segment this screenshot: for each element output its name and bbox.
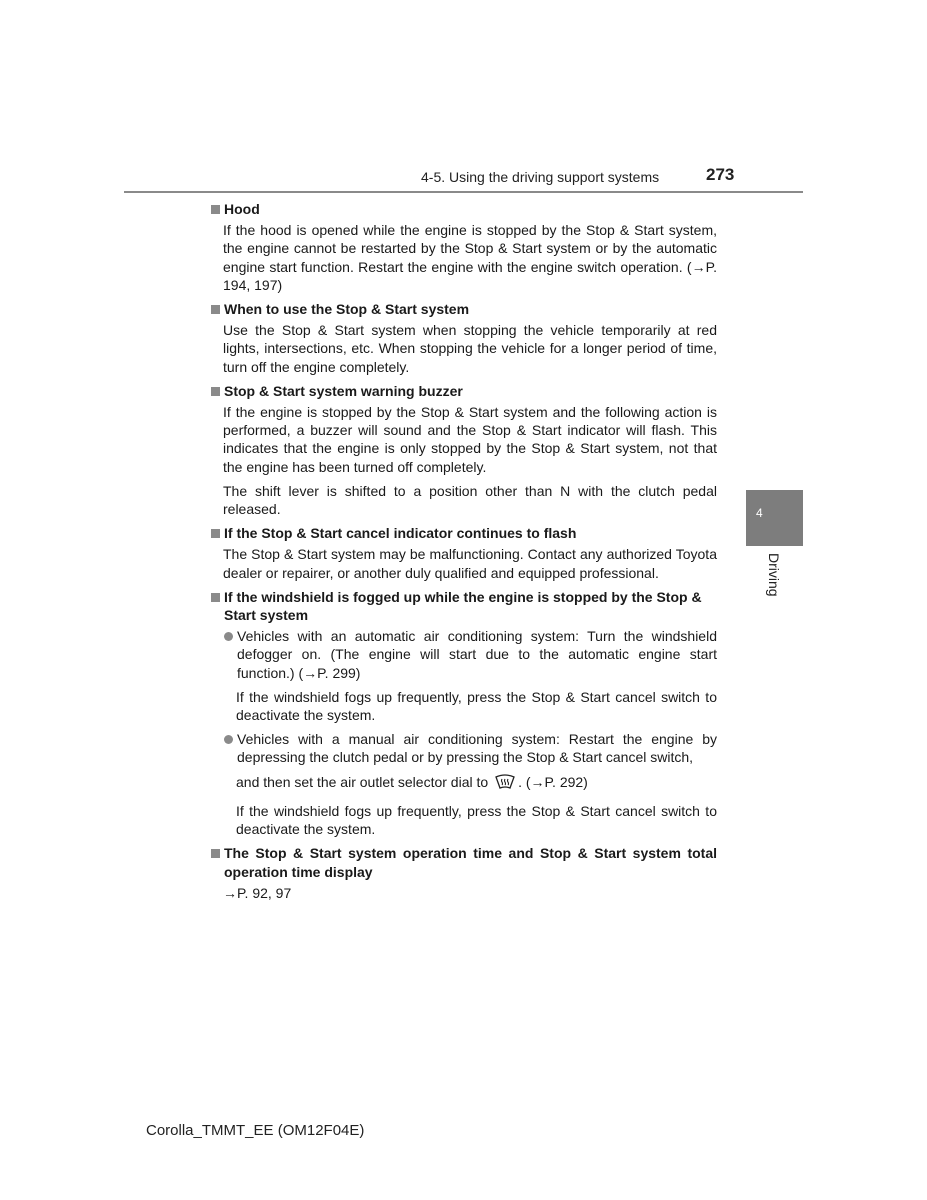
bullet-text: Vehicles with an automatic air conditioning system: Turn the windshield defogger on. (The engine will start due to the automatic engine start function.) (→P. 299) — [237, 628, 717, 681]
section-windshield-fogged — [210, 588, 717, 838]
paragraph: The Stop & Start system may be malfunctioning. Contact any authorized Toyota dealer or repairer, or another duly qualified and equipped professional. — [223, 546, 717, 581]
header-section-title: 4-5. Using the driving support systems — [421, 169, 660, 185]
square-bullet-icon — [211, 205, 220, 214]
section-title: Hood — [224, 201, 260, 217]
section-hood — [210, 200, 717, 294]
section-when-to-use — [210, 300, 717, 376]
page-reference: →P. 92, 97 — [223, 884, 292, 901]
paragraph: If the engine is stopped by the Stop & Start system and the following action is performed, a buzzer will sound and the Stop & Start indicator will flash. This indicates that the engine is only stopped by the Stop & Start system, not that the engine has been turned off completely. — [223, 404, 717, 475]
page-reference: . (→P. 292) — [518, 773, 588, 790]
paragraph — [236, 773, 717, 794]
section-warning-buzzer — [210, 382, 717, 518]
paragraph: If the hood is opened while the engine is stopped by the Stop & Start system, the engine cannot be restarted by the Stop & Start system or by the automatic engine start function. Restart the engine with the engine switch operation. (→P. 194, 197) — [223, 222, 717, 293]
square-bullet-icon — [211, 305, 220, 314]
footer-document-id: Corolla_TMMT_EE (OM12F04E) — [146, 1122, 365, 1139]
square-bullet-icon — [211, 387, 220, 396]
section-title: When to use the Stop & Start system — [224, 301, 470, 318]
square-bullet-icon — [211, 849, 220, 858]
content — [210, 200, 717, 908]
paragraph: Use the Stop & Start system when stopping the vehicle temporarily at red lights, intersections, etc. When stopping the vehicle for a longer period of time, turn off the engine completely. — [223, 322, 717, 375]
chapter-tab — [746, 490, 803, 546]
paragraph: The shift lever is shifted to a position other than N with the clutch pedal released. — [223, 482, 717, 518]
square-bullet-icon — [211, 529, 220, 538]
section-title: The Stop & Start system operation time and Stop & Start system total operation time display — [224, 845, 717, 880]
circle-bullet-icon — [224, 632, 233, 641]
paragraph: If the windshield fogs up frequently, press the Stop & Start cancel switch to deactivate the system. — [236, 688, 717, 724]
section-title: If the windshield is fogged up while the engine is stopped by the Stop & Start system — [224, 588, 702, 624]
windshield-defroster-icon — [494, 774, 516, 794]
section-cancel-indicator — [210, 524, 717, 582]
circle-bullet-icon — [224, 735, 233, 744]
chapter-label: Driving — [766, 553, 782, 597]
section-title: If the Stop & Start cancel indicator continues to flash — [224, 525, 577, 542]
list-item — [223, 730, 717, 766]
page-number: 273 — [706, 165, 735, 184]
bullet-text-continued: and then set the air outlet selector dial to — [236, 773, 489, 790]
section-operation-time — [210, 844, 717, 902]
bullet-text: Vehicles with a manual air conditioning system: Restart the engine by depressing the clutch pedal or by pressing the Stop & Start cancel switch, — [237, 731, 717, 766]
square-bullet-icon — [211, 593, 220, 602]
paragraph: If the windshield fogs up frequently, press the Stop & Start cancel switch to deactivate the system. — [236, 802, 717, 838]
header-rule — [124, 191, 803, 193]
list-item — [223, 627, 717, 682]
section-title: Stop & Start system warning buzzer — [224, 382, 463, 399]
chapter-number: 4 — [756, 506, 763, 520]
